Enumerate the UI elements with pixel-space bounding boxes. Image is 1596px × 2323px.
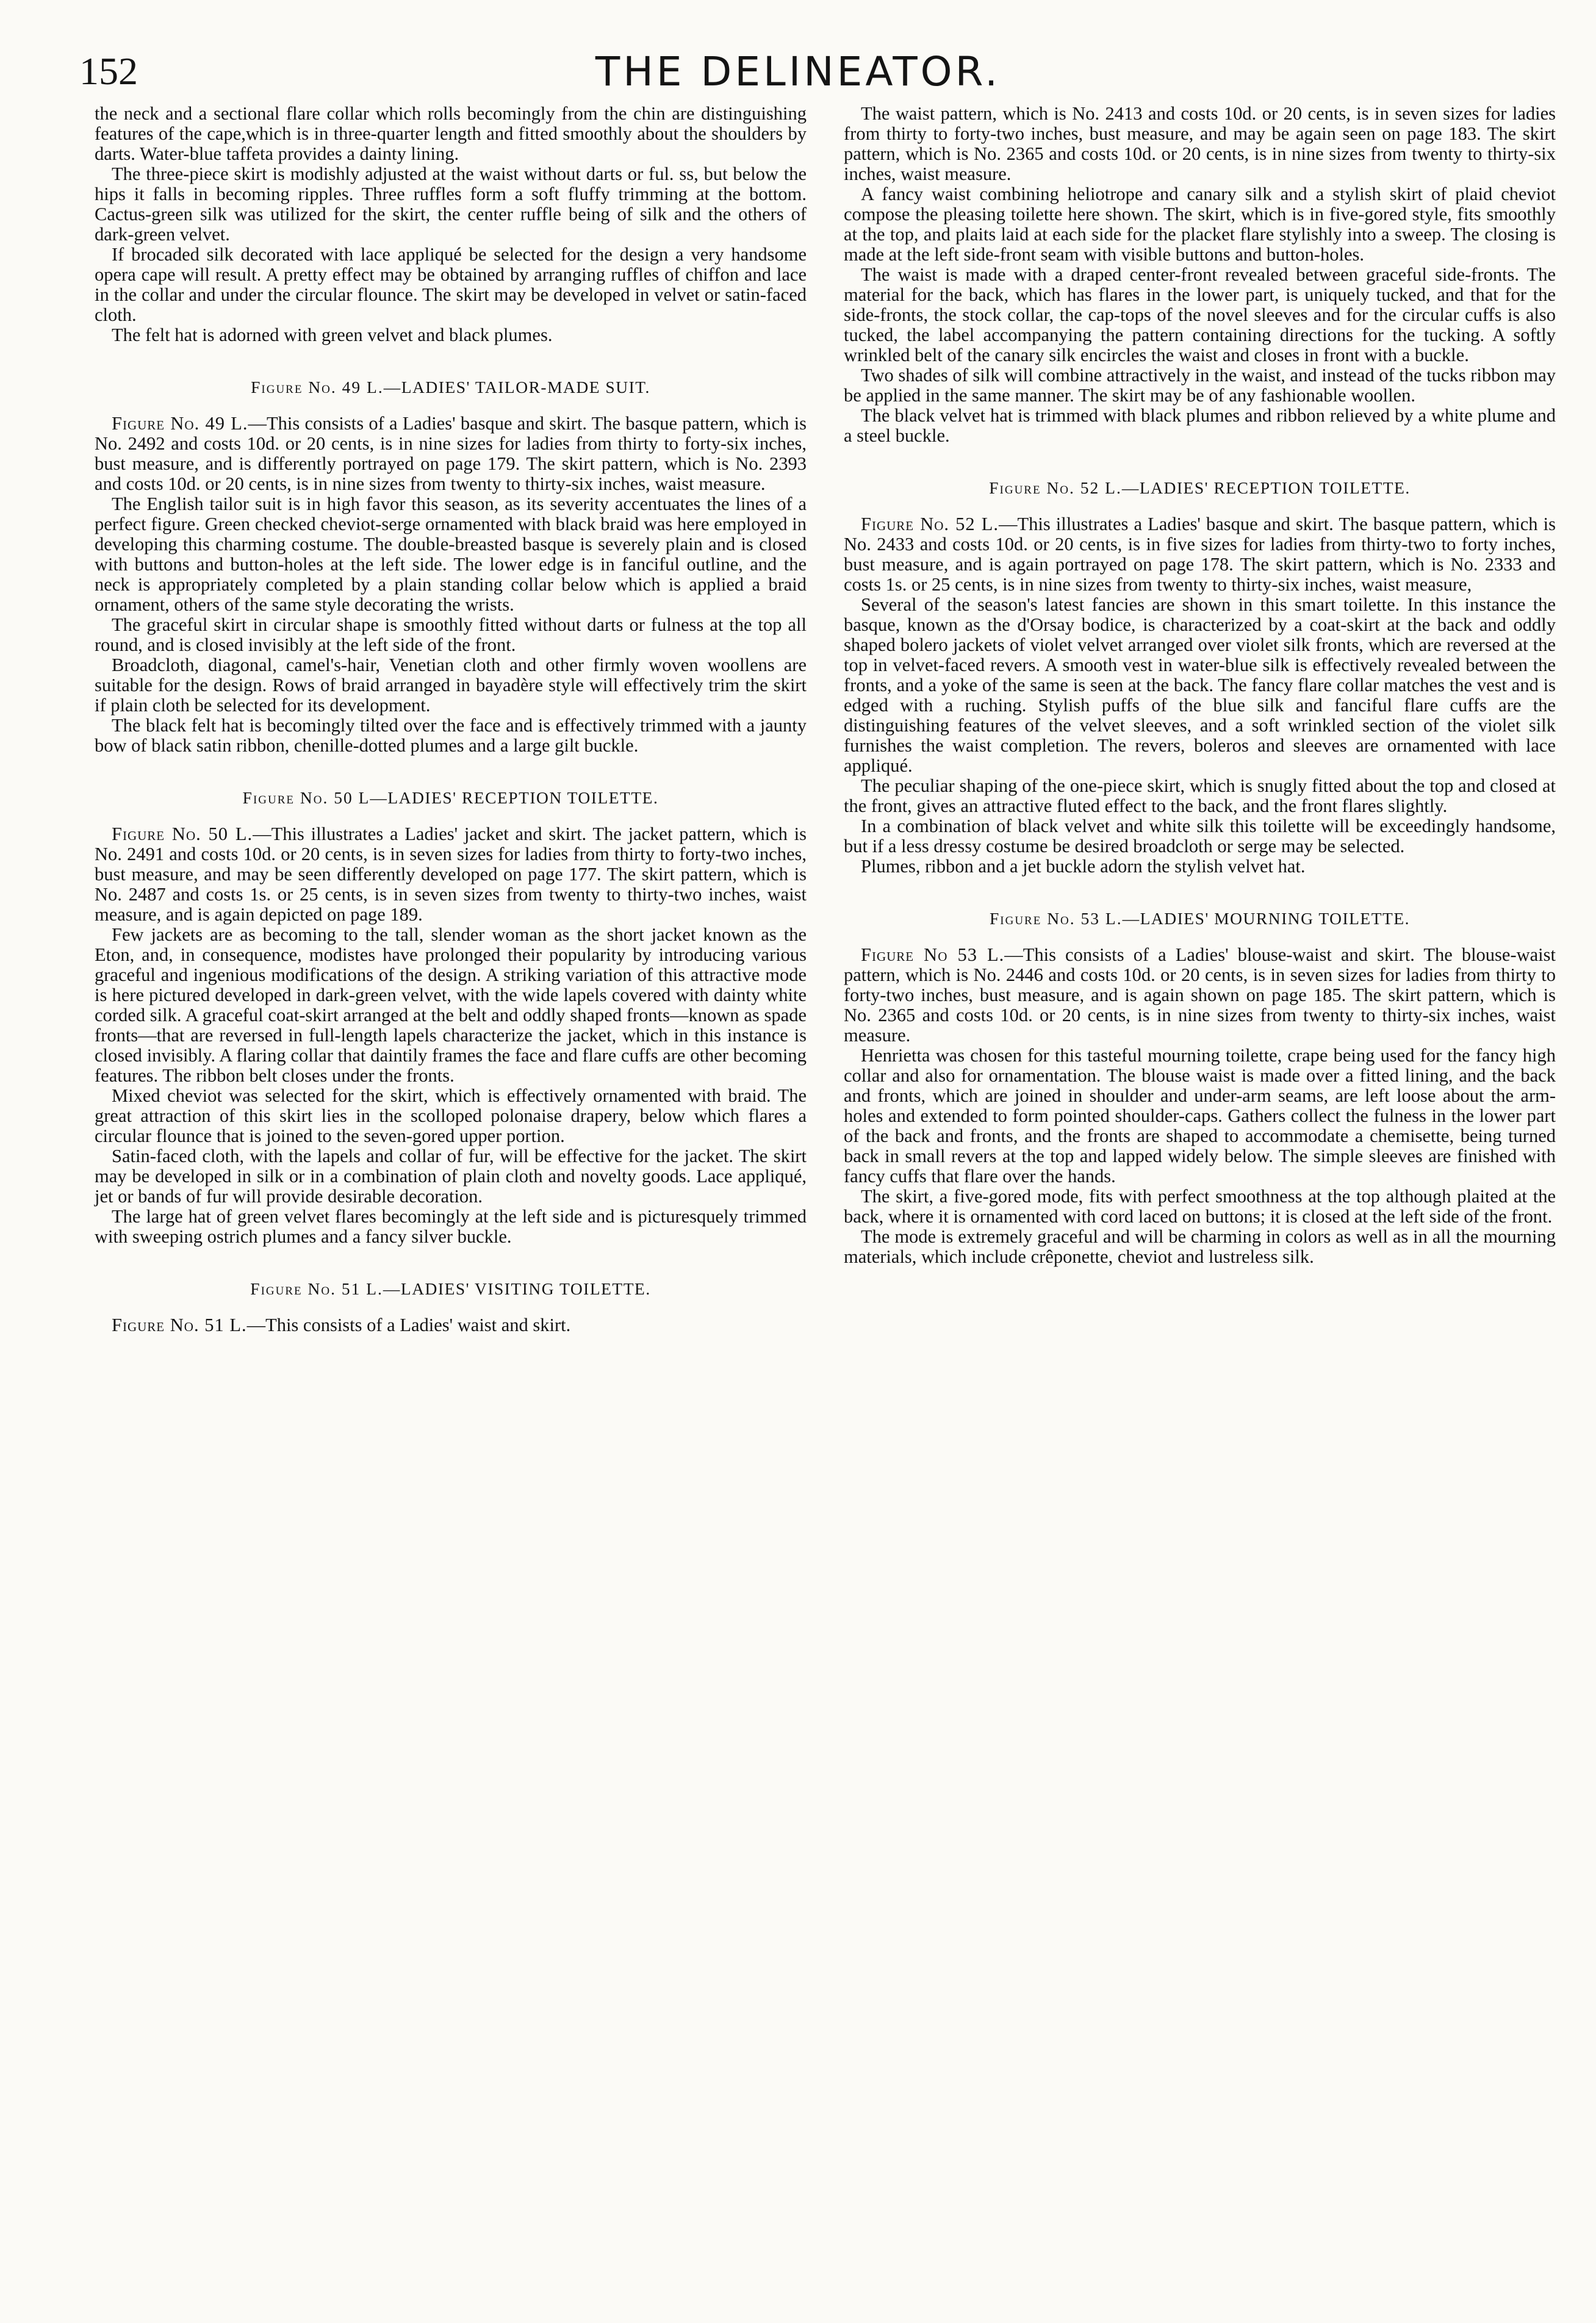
paragraph: Plumes, ribbon and a jet buckle adorn the stylish velvet hat. xyxy=(861,856,1306,877)
paragraph: Henrietta was chosen for this tasteful mourning toilette, crape being used for the fancy high collar and also for ornamentation. The blouse waist is made over a fitted lining, and the back and fronts, which are joined in shoulder and under-arm seams, are left loose about the arm-holes and extended to form pointed shoulder-caps. Gathers collect the fulness in the lower part of the back and fronts, and the fronts are shaped to accommodate a chemisette, being turned back in small revers at the top and lapped widely below. The simple sleeves are finished with fancy cuffs that flare over the hands. xyxy=(844,1045,1556,1187)
paragraph: Two shades of silk will combine attractively in the waist, and instead of the tucks ribbon may be applied in the same manner. The skirt may be of any fashionable woollen. xyxy=(844,365,1556,406)
paragraph: The large hat of green velvet flares becomingly at the left side and is picturesquely trimmed with sweeping ostrich plumes and a fancy silver buckle. xyxy=(95,1206,807,1247)
section-heading-50 xyxy=(95,788,807,808)
section-heading-51 xyxy=(95,1279,807,1299)
paragraph: The English tailor suit is in high favor this season, as its severity accentuates the lines of a perfect figure. Green checked cheviot-serge ornamented with black braid was here employed in developing this charming costume. The double-breasted basque is severely plain and is closed with buttons and button-holes at the left side. The lower edge is in fanciful outline, and the neck is appropriately completed by a plain standing collar below which is applied a braid ornament, others of the same style decorating the wrists. xyxy=(95,494,807,615)
paragraph xyxy=(844,514,1556,595)
section-heading-52 xyxy=(844,478,1556,498)
paragraph: Broadcloth, diagonal, camel's-hair, Venetian cloth and other firmly woven woollens are suitable for the design. Rows of braid arranged in bayadère style will effectively trim the skirt if plain cloth be selected for its development. xyxy=(95,655,807,716)
paragraph: The three-piece skirt is modishly adjusted at the waist without darts or ful. ss, but below the hips it falls in becoming ripples. Three ruffles form a soft fluffy trimming at the bottom. Cactus-green silk was utilized for the skirt, the center ruffle being of silk and the others of dark-green velvet. xyxy=(95,163,807,245)
figure-lead: Figure No 53 L. xyxy=(861,944,1005,965)
paragraph-body: —This consists of a Ladies' basque and skirt. The basque pattern, which is No. 2492 and costs 10d. or 20 cents, is in nine sizes for ladies from thirty to forty-six inches, bust measure, and is differently portrayed on page 179. The skirt pattern, which is No. 2393 and costs 10d. or 20 cents, is in nine sizes from twenty to thirty-six inches, waist measure. xyxy=(95,413,807,494)
section-heading-49 xyxy=(95,377,807,398)
right-column xyxy=(844,104,1556,1267)
paragraph: The black felt hat is becomingly tilted over the face and is effectively trimmed with a jaunty bow of black satin ribbon, chenille-dotted plumes and a large gilt buckle. xyxy=(95,715,807,756)
paragraph: If brocaded silk decorated with lace appliqué be selected for the design a very handsome opera cape will result. A pretty effect may be obtained by arranging ruffles of chiffon and lace in the collar and under the circular flounce. The skirt may be developed in velvet or satin-faced cloth. xyxy=(95,244,807,325)
paragraph-body: —This illustrates a Ladies' jacket and skirt. The jacket pattern, which is No. 2491 and costs 10d. or 20 cents, is in seven sizes for ladies from thirty to forty-two inches, bust measure, and may be seen differently developed on page 177. The skirt pattern, which is No. 2487 and costs 1s. or 25 cents, is in seven sizes from twenty to thirty-two inches, waist measure, and is again depicted on page 189. xyxy=(95,824,807,925)
paragraph: the neck and a sectional flare collar which rolls becomingly from the chin are distinguishing features of the cape,which is in three-quarter length and fitted smoothly about the shoulders by darts. Water-blue taffeta provides a dainty lining. xyxy=(95,103,807,164)
paragraph-body: —This illustrates a Ladies' basque and skirt. The basque pattern, which is No. 2433 and costs 10d. or 20 cents, is in five sizes for ladies from thirty-two to forty inches, bust measure, and is again portrayed on page 178. The skirt pattern, which is No. 2333 and costs 1s. or 25 cents, is in nine sizes from twenty to thirty-six inches, waist measure, xyxy=(844,514,1556,595)
figure-label: Figure No. 50 L xyxy=(242,788,370,807)
paragraph: The felt hat is adorned with green velvet and black plumes. xyxy=(112,325,553,345)
paragraph xyxy=(844,945,1556,1046)
paragraph: The black velvet hat is trimmed with black plumes and ribbon relieved by a white plume and a steel buckle. xyxy=(844,405,1556,446)
paragraph: Few jackets are as becoming to the tall, slender woman as the short jacket known as the Eton, and, in consequence, modistes have prolonged their popularity by introducing various graceful and ingenious modifications of the design. A striking variation of this attractive mode is here pictured developed in dark-green velvet, with the wide lapels covered with dainty white corded silk. A graceful coat-skirt arranged at the belt and oddly shaped fronts—known as spade fronts—that are reversed in full-length lapels characterize the jacket, which in this instance is closed invisibly. A flaring collar that daintily frames the face and flare cuffs are other becoming features. The ribbon belt closes under the fronts. xyxy=(95,924,807,1086)
figure-lead: Figure No. 52 L. xyxy=(861,514,999,534)
paragraph xyxy=(95,1315,807,1335)
heading-title: —LADIES' RECEPTION TOILETTE. xyxy=(1121,478,1411,497)
figure-lead: Figure No. 50 L. xyxy=(112,824,253,844)
paragraph: The waist is made with a draped center-front revealed between graceful side-fronts. The material for the back, which has flares in the lower part, is uniquely tucked, and that for the side-fronts, the stock collar, the cap-tops of the novel sleeves and for the circular cuffs is also tucked, the label accompanying the pattern containing directions for the tucking. A softly wrinkled belt of the canary silk encircles the waist and closes in front with a buckle. xyxy=(844,264,1556,365)
paragraph: The mode is extremely graceful and will be charming in colors as well as in all the mourning materials, which include crêponette, cheviot and lustreless silk. xyxy=(844,1226,1556,1267)
paragraph: The skirt, a five-gored mode, fits with perfect smoothness at the top although plaited at the back, where it is ornamented with cord laced on buttons; it is closed at the left side of the front. xyxy=(844,1186,1556,1227)
figure-label: Figure No. 49 L. xyxy=(251,378,384,397)
paragraph: The graceful skirt in circular shape is smoothly fitted without darts or fulness at the top all round, and is closed invisibly at the left side of the front. xyxy=(95,614,807,655)
paragraph: The waist pattern, which is No. 2413 and costs 10d. or 20 cents, is in seven sizes for ladies from thirty to forty-two inches, bust measure, and may be again seen on page 183. The skirt pattern, which is No. 2365 and costs 10d. or 20 cents, is in nine sizes from twenty to thirty-six inches, waist measure. xyxy=(844,103,1556,184)
heading-title: —LADIES' VISITING TOILETTE. xyxy=(383,1279,651,1298)
figure-label: Figure No. 52 L. xyxy=(989,478,1122,497)
figure-lead: Figure No. 49 L. xyxy=(112,413,248,434)
heading-title: —LADIES' MOURNING TOILETTE. xyxy=(1122,909,1411,928)
figure-label: Figure No. 53 L. xyxy=(989,909,1123,928)
paragraph: Satin-faced cloth, with the lapels and collar of fur, will be effective for the jacket. The skirt may be developed in silk or in a combination of plain cloth and novelty goods. Lace appliqué, jet or bands of fur will provide desirable decoration. xyxy=(95,1146,807,1207)
running-head: THE DELINEATOR. xyxy=(595,48,1001,95)
paragraph: Mixed cheviot was selected for the skirt, which is effectively ornamented with braid. The great attraction of this skirt lies in the scolloped polonaise drapery, below which flares a circular flounce that is joined to the seven-gored upper portion. xyxy=(95,1085,807,1146)
paragraph xyxy=(95,824,807,925)
figure-label: Figure No. 51 L. xyxy=(250,1279,383,1298)
paragraph: The peculiar shaping of the one-piece skirt, which is snugly fitted about the top and closed at the front, gives an attractive fluted effect to the back, and the front flares slightly. xyxy=(844,775,1556,816)
page-number: 152 xyxy=(79,49,138,93)
paragraph: Several of the season's latest fancies are shown in this smart toilette. In this instance the basque, known as the d'Orsay bodice, is characterized by a coat-skirt at the back and oddly shaped bolero jackets of violet velvet arranged over violet silk fronts, which are reversed at the top in velvet-faced revers. A smooth vest in water-blue silk is effectively revealed between the fronts, and a yoke of the same is seen at the back. The fancy flare collar matches the vest and is edged with a ruching. Stylish puffs of the blue silk and fanciful flare cuffs are the distinguishing features of the velvet sleeves, and a soft wrinkled section of the violet silk furnishes the waist completion. The revers, boleros and sleeves are ornamented with lace appliqué. xyxy=(844,594,1556,776)
left-column xyxy=(95,104,807,1335)
paragraph: A fancy waist combining heliotrope and canary silk and a stylish skirt of plaid cheviot compose the pleasing toilette here shown. The skirt, which is in five-gored style, fits smoothly at the top, and plaits laid at each side for the placket flare stylishly into a sweep. The closing is made at the left side-front seam with visible buttons and button-holes. xyxy=(844,184,1556,265)
heading-title: —LADIES' TAILOR-MADE SUIT. xyxy=(383,378,650,397)
figure-lead: Figure No. 51 L. xyxy=(112,1315,247,1335)
heading-title: —LADIES' RECEPTION TOILETTE. xyxy=(370,788,659,807)
paragraph xyxy=(95,414,807,494)
paragraph: In a combination of black velvet and white silk this toilette will be exceedingly handsome, but if a less dressy costume be desired broadcloth or serge may be selected. xyxy=(844,816,1556,856)
paragraph-body: —This consists of a Ladies' blouse-waist and skirt. The blouse-waist pattern, which is No. 2446 and costs 10d. or 20 cents, is in seven sizes for ladies from thirty to forty-two inches, bust measure, and is again shown on page 185. The skirt pattern, which is No. 2365 and costs 10d. or 20 cents, is in nine sizes from twenty to thirty-six inches, waist measure. xyxy=(844,944,1556,1046)
section-heading-53 xyxy=(844,908,1556,929)
paragraph-body: —This consists of a Ladies' waist and skirt. xyxy=(246,1315,571,1335)
